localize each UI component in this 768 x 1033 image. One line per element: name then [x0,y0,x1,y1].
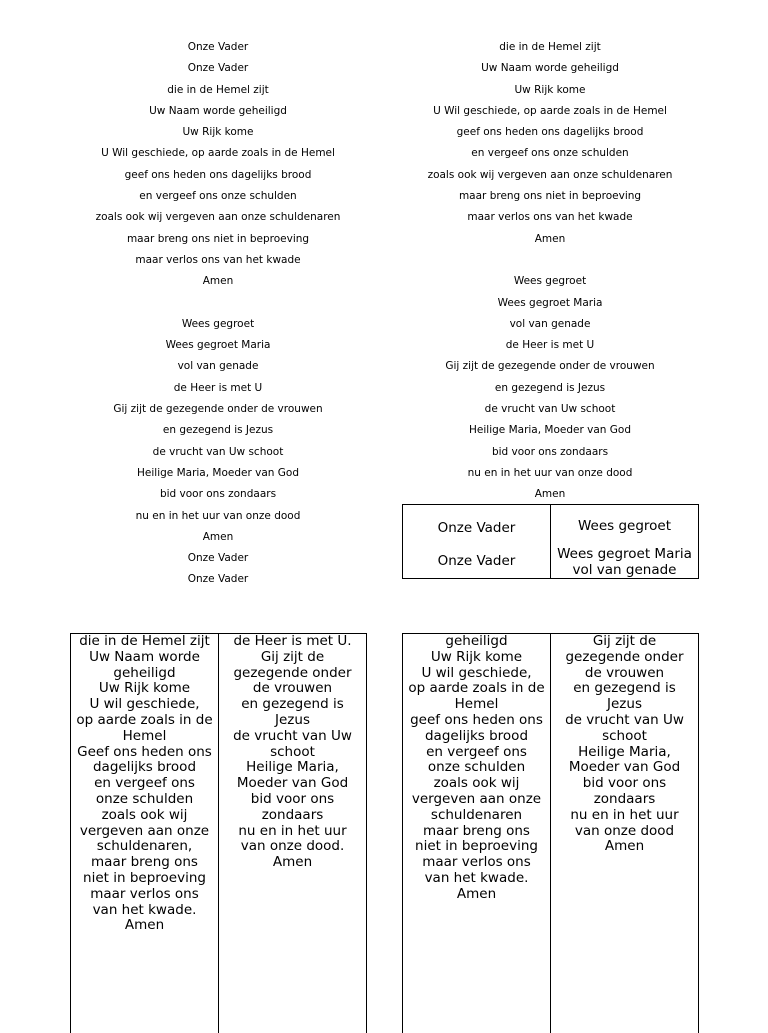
table-prayer-line: op aarde zoals in de [76,711,213,728]
prayer-line: Amen [534,232,566,245]
small-table-line: Wees gegroet [577,518,672,534]
prayer-line: en vergeef ons onze schulden [471,147,629,160]
small-table-cell-onze-vader [403,505,550,578]
table-prayer-line: niet in beproeving [415,838,538,855]
table-prayer-line: Amen [604,838,645,855]
table-prayer-line: van het kwade. [92,901,197,918]
table-prayer-line: Moeder van God [236,775,349,792]
table-prayer-line: en vergeef ons [426,743,527,760]
small-prayer-table [402,504,699,579]
prayer-line: bid voor ons zondaars [159,488,277,501]
table-prayer-line: Moeder van God [568,759,681,776]
table-prayer-line: gezegende onder [233,664,352,681]
table-prayer-line: de vrouwen [252,680,333,697]
big-table-right-cell-b [550,634,698,1033]
table-prayer-line: Jezus [607,696,642,713]
table-prayer-line: vergeven aan onze [79,822,210,839]
table-prayer-line: maar verlos ons [422,854,531,871]
table-prayer-line: zoals ook wij [101,806,188,823]
prayer-line: en vergeef ons onze schulden [139,190,297,203]
table-prayer-line: Uw Rijk kome [430,648,523,665]
table-prayer-line: Gij zijt de [592,634,657,649]
prayer-line: nu en in het uur van onze dood [135,509,301,522]
prayer-line: de vrucht van Uw schoot [484,403,616,416]
prayer-line: maar breng ons niet in beproeving [126,232,310,245]
table-prayer-line: van het kwade. [424,869,529,886]
prayer-line: Onze Vader [187,62,249,75]
prayer-line: Uw Rijk kome [514,83,586,96]
prayer-line: en gezegend is Jezus [162,424,274,437]
table-prayer-line: nu en in het uur [570,806,679,823]
table-prayer-line: geef ons heden ons [410,711,543,728]
table-prayer-line: op aarde zoals in de [408,680,545,697]
big-table-left-cell-b [218,634,366,1033]
table-prayer-line: Heilige Maria, [578,743,671,760]
prayer-line: Uw Naam worde geheiligd [149,104,287,117]
prayer-line: vol van genade [509,317,591,330]
table-prayer-line: maar breng ons [91,854,198,871]
prayer-line: Heilige Maria, Moeder van God [137,466,299,479]
table-prayer-line: U wil geschiede, [89,696,200,713]
big-prayer-table-right [402,633,699,1033]
prayer-line: Amen [202,275,234,288]
prayer-column-right [400,37,700,506]
prayer-line: Amen [202,530,234,543]
table-prayer-line: Uw Rijk kome [98,680,191,697]
table-prayer-line: de vrouwen [584,664,665,681]
table-prayer-line: Hemel [454,696,499,713]
table-prayer-line: geheiligd [445,634,508,649]
table-prayer-line: dagelijks brood [424,727,529,744]
prayer-line: bid voor ons zondaars [491,445,609,458]
prayer-line: Wees gegroet [181,317,255,330]
table-prayer-line: Gij zijt de [260,648,325,665]
table-prayer-line: Amen [272,854,313,871]
table-prayer-line: onze schulden [95,790,194,807]
prayer-line: geef ons heden ons dagelijks brood [456,126,644,139]
table-prayer-line: zondaars [593,790,656,807]
prayer-line: vol van genade [177,360,259,373]
prayer-line: maar breng ons niet in beproeving [458,190,642,203]
prayer-line: Heilige Maria, Moeder van God [469,424,631,437]
table-prayer-line: Hemel [122,727,167,744]
prayer-line: Onze Vader [187,552,249,565]
table-prayer-line: en vergeef ons [94,775,195,792]
table-prayer-line: schoot [602,727,647,744]
table-prayer-line: maar breng ons [423,822,530,839]
prayer-line: de vrucht van Uw schoot [152,445,284,458]
prayer-line: Gij zijt de gezegende onder de vrouwen [445,360,655,373]
prayer-line: nu en in het uur van onze dood [467,466,633,479]
prayer-line: zoals ook wij vergeven aan onze schuldenaren [427,168,673,181]
prayer-line: Gij zijt de gezegende onder de vrouwen [113,403,323,416]
table-prayer-line: Jezus [275,711,310,728]
table-prayer-line: die in de Hemel zijt [79,634,210,649]
table-prayer-line: Amen [124,917,165,934]
table-prayer-line: en gezegend is [241,696,344,713]
prayer-line: Wees gegroet Maria [497,296,603,309]
big-table-left-cell-a [71,634,218,1033]
prayer-line: Uw Rijk kome [182,126,254,139]
prayer-line: zoals ook wij vergeven aan onze schuldenaren [95,211,341,224]
table-prayer-line: Uw Naam worde [89,648,200,665]
prayer-line: U Wil geschiede, op aarde zoals in de Hemel [101,147,335,160]
prayer-line: maar verlos ons van het kwade [467,211,633,224]
table-prayer-line: gezegende onder [565,648,684,665]
table-prayer-line: schuldenaren, [96,838,193,855]
prayer-line: Onze Vader [187,573,249,586]
table-prayer-line: maar verlos ons [90,885,199,902]
table-prayer-line: Heilige Maria, [246,759,339,776]
prayer-line: Amen [534,488,566,501]
table-prayer-line: van onze dood [574,822,675,839]
table-prayer-line: van onze dood. [240,838,345,855]
table-prayer-line: U wil geschiede, [421,664,532,681]
small-table-line: vol van genade [572,562,677,578]
big-table-right-cell-a [403,634,550,1033]
table-prayer-line: bid voor ons [250,790,335,807]
small-table-line: Onze Vader [437,520,516,536]
prayer-line: Wees gegroet [513,275,587,288]
small-table-line: Wees gegroet Maria [557,546,692,562]
table-prayer-line: geheiligd [113,664,176,681]
prayer-column-left [68,37,368,591]
table-prayer-line: nu en in het uur [238,822,347,839]
table-prayer-line: zoals ook wij [433,775,520,792]
prayer-line: U Wil geschiede, op aarde zoals in de Hemel [433,104,667,117]
small-table-cell-wees-gegroet [550,505,698,578]
table-prayer-line: Amen [456,885,497,902]
table-prayer-line: dagelijks brood [92,759,197,776]
table-prayer-line: de vrucht van Uw [565,711,684,728]
blank-line [68,293,368,314]
table-prayer-line: de Heer is met U. [233,634,352,649]
prayer-line: die in de Hemel zijt [499,41,601,53]
table-prayer-line: schuldenaren [430,806,523,823]
table-prayer-line: en gezegend is [573,680,676,697]
prayer-line: die in de Hemel zijt [167,83,269,96]
table-prayer-line: de vrucht van Uw [233,727,352,744]
small-table-line: Onze Vader [437,553,516,569]
prayer-line: de Heer is met U [173,381,263,394]
big-prayer-table-left [70,633,367,1033]
prayer-line: geef ons heden ons dagelijks brood [124,168,312,181]
prayer-line: Wees gegroet Maria [165,339,271,352]
table-prayer-line: vergeven aan onze [411,790,542,807]
table-prayer-line: onze schulden [427,759,526,776]
blank-line [400,250,700,271]
prayer-line: maar verlos ons van het kwade [135,253,301,266]
prayer-line: Uw Naam worde geheiligd [481,62,619,75]
prayer-line: Onze Vader [187,41,249,53]
table-prayer-line: schoot [270,743,315,760]
table-prayer-line: niet in beproeving [83,869,206,886]
prayer-line: en gezegend is Jezus [494,381,606,394]
table-prayer-line: Geef ons heden ons [77,743,212,760]
prayer-line: de Heer is met U [505,339,595,352]
table-prayer-line: bid voor ons [582,775,667,792]
table-prayer-line: zondaars [261,806,324,823]
